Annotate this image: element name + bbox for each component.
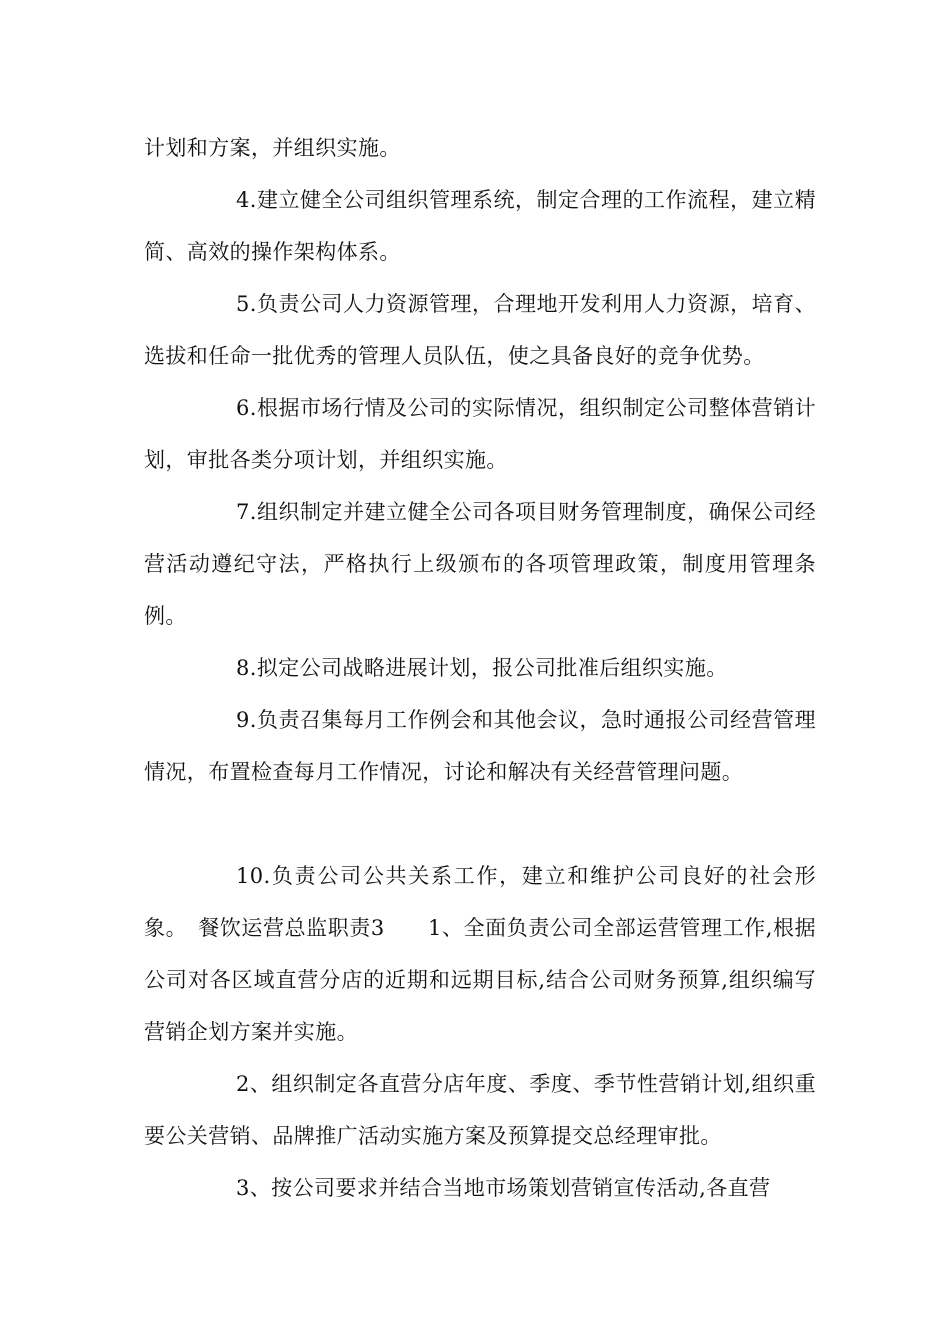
paragraph-item-6: 6.根据市场行情及公司的实际情况，组织制定公司整体营销计划，审批各类分项计划，并组织实施。 (144, 396, 816, 472)
paragraph-gap (144, 798, 816, 850)
document-body (144, 122, 816, 1214)
paragraph-continuation: 计划和方案，并组织实施。 (144, 136, 401, 160)
paragraph-item-7: 7.组织制定并建立健全公司各项目财务管理制度，确保公司经营活动遵纪守法，严格执行上级颁布的各项管理政策，制度用管理条例。 (144, 500, 816, 628)
paragraph-item-5: 5.负责公司人力资源管理，合理地开发利用人力资源，培育、选拔和任命一批优秀的管理人员队伍，使之具备良好的竞争优势。 (144, 292, 816, 368)
paragraph-duty-2: 2、组织制定各直营分店年度、季度、季节性营销计划,组织重要公关营销、品牌推广活动实施方案及预算提交总经理审批。 (144, 1072, 816, 1148)
paragraph-item-8: 8.拟定公司战略进展计划，报公司批准后组织实施。 (236, 656, 728, 680)
paragraph-item-10: 10.负责公司公共关系工作，建立和维护公司良好的社会形象。 餐饮运营总监职责3 1、全面负责公司全部运营管理工作,根据公司对各区域直营分店的近期和远期目标,结合公司财务预算,组织编写营销企划方案并实施。 (144, 864, 816, 1044)
paragraph-item-9: 9.负责召集每月工作例会和其他会议，急时通报公司经营管理情况，布置检查每月工作情况，讨论和解决有关经营管理问题。 (144, 708, 816, 784)
paragraph-duty-3: 3、按公司要求并结合当地市场策划营销宣传活动,各直营 (236, 1176, 771, 1200)
paragraph-item-4: 4.建立健全公司组织管理系统，制定合理的工作流程，建立精简、高效的操作架构体系。 (144, 188, 816, 264)
